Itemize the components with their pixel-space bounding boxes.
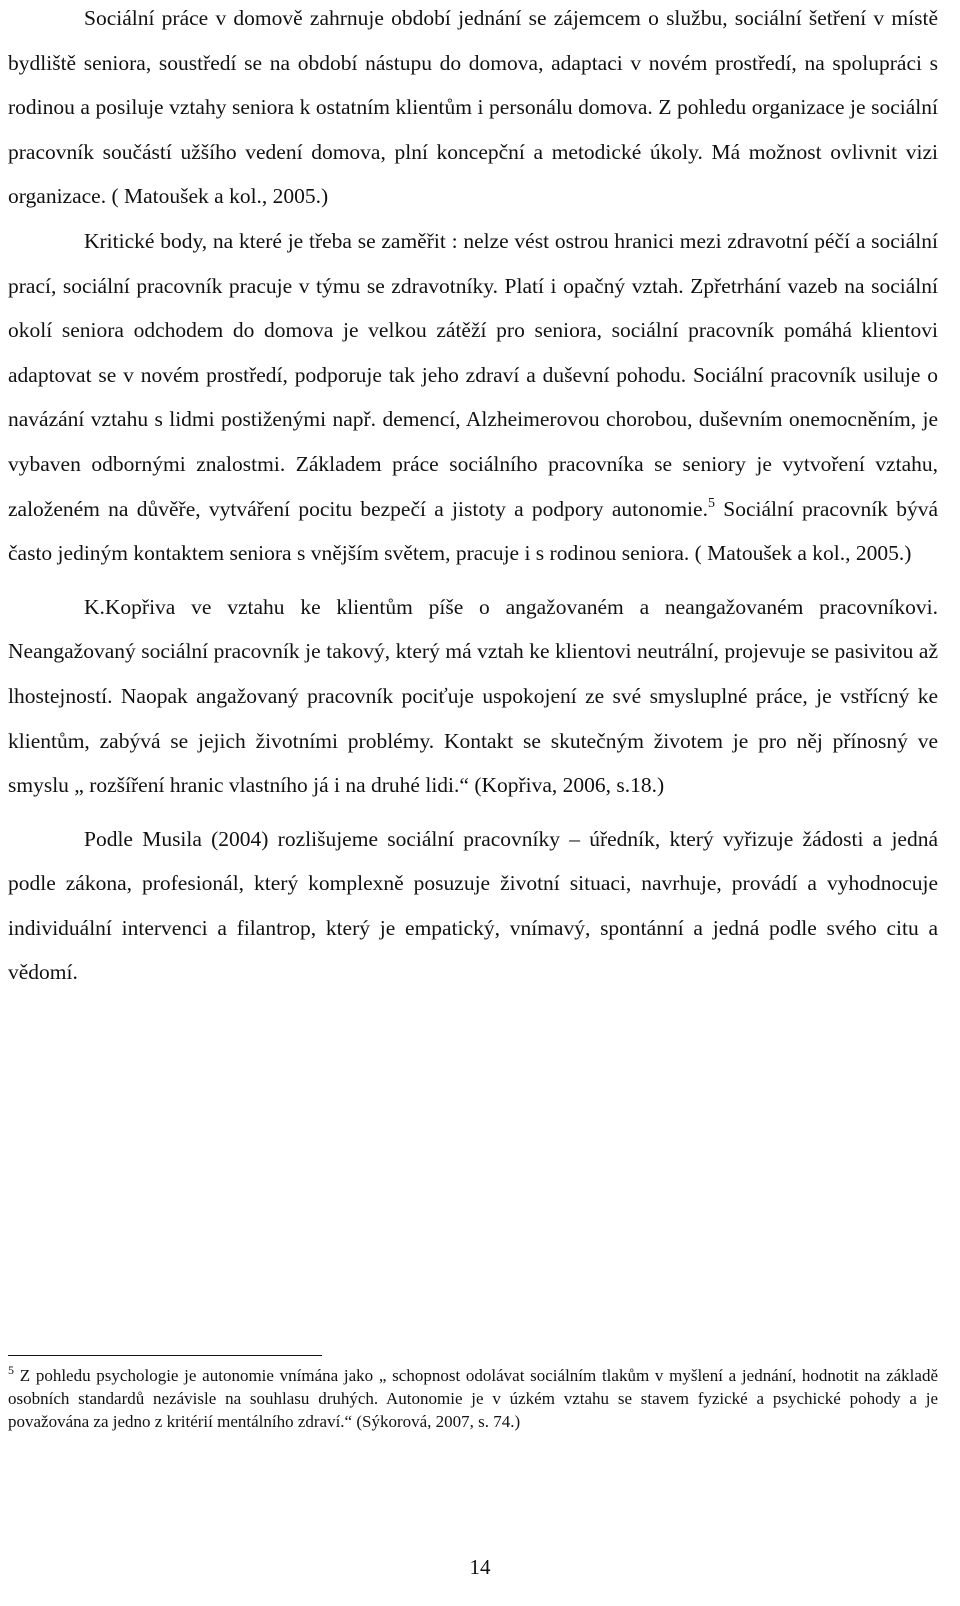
paragraph-text-before-ref: Kritické body, na které je třeba se zaměřit : nelze vést ostrou hranici mezi zdravotní péčí a sociální prací, sociální pracovník pracuje v týmu se zdravotníky. Platí i opačný vztah. Zpřetrhání vazeb na sociální okolí seniora odchodem do domova je velkou zátěží pro seniora, sociální pracovník pomáhá klientovi adaptovat se v novém prostředí, podporuje tak jeho zdraví a duševní pohodu. Sociální pracovník usiluje o navázání vztahu s lidmi postiženými např. demencí, Alzheimerovou chorobou, duševním onemocněním, je vybaven odbornými znalostmi. Základem práce sociálního pracovníka se seniory je vytvoření vztahu, založeném na důvěře, vytváření pocitu bezpečí a jistoty a podpory autonomie. (8, 228, 938, 521)
paragraph-social-work-in-home: Sociální práce v domově zahrnuje období jednání se zájemcem o službu, sociální šetření v místě bydliště seniora, soustředí se na období nástupu do domova, adaptaci v novém prostředí, na spolupráci s rodinou a posiluje vztahy seniora k ostatním klientům i personálu domova. Z pohledu organizace je sociální pracovník součástí užšího vedení domova, plní koncepční a metodické úkoly. Má možnost ovlivnit vizi organizace. ( Matoušek a kol., 2005.) (8, 6, 938, 209)
paragraph-text-after-ref: Sociální pracovník bývá často jediným kontaktem seniora s vnějším světem, pracuje i s rodinou seniora. ( Matoušek a kol., 2005.) (8, 496, 938, 566)
paragraph-critical-points (8, 219, 938, 576)
body-text (8, 0, 938, 995)
paragraph-kopriva: K.Kopřiva ve vztahu ke klientům píše o angažovaném a neangažovaném pracovníkovi. Neangažovaný sociální pracovník je takový, který má vztah ke klientovi neutrální, projevuje se pasivitou až lhostejností. Naopak angažovaný pracovník pociťuje uspokojení ze své smysluplné práce, je vstřícný ke klientům, zabývá se jejich životními problémy. Kontakt se skutečným životem je pro něj přínosný ve smyslu „ rozšíření hranic vlastního já i na druhé lidi.“ (Kopřiva, 2006, s.18.) (8, 594, 938, 798)
footnote (8, 1364, 938, 1433)
footnote-text: Z pohledu psychologie je autonomie vnímána jako „ schopnost odolávat sociálním tlakům v myšlení a jednání, hodnotit na základě osobních standardů nezávisle na souhlasu druhých. Autonomie je v úzkém vztahu se stavem fyzické a psychické pohody a je považována za jedno z kritérií mentálního zdraví.“ (Sýkorová, 2007, s. 74.) (8, 1366, 938, 1431)
footnote-separator (8, 1355, 322, 1356)
paragraph-musil: Podle Musila (2004) rozlišujeme sociální pracovníky – úředník, který vyřizuje žádosti a jedná podle zákona, profesionál, který komplexně posuzuje životní situaci, navrhuje, provádí a vyhodnocuje individuální intervenci a filantrop, který je empatický, vnímavý, spontánní a jedná podle svého citu a vědomí. (8, 826, 938, 985)
page-number: 14 (469, 1555, 491, 1579)
footnote-reference[interactable]: 5 (707, 495, 715, 511)
footnote-number: 5 (8, 1363, 14, 1377)
